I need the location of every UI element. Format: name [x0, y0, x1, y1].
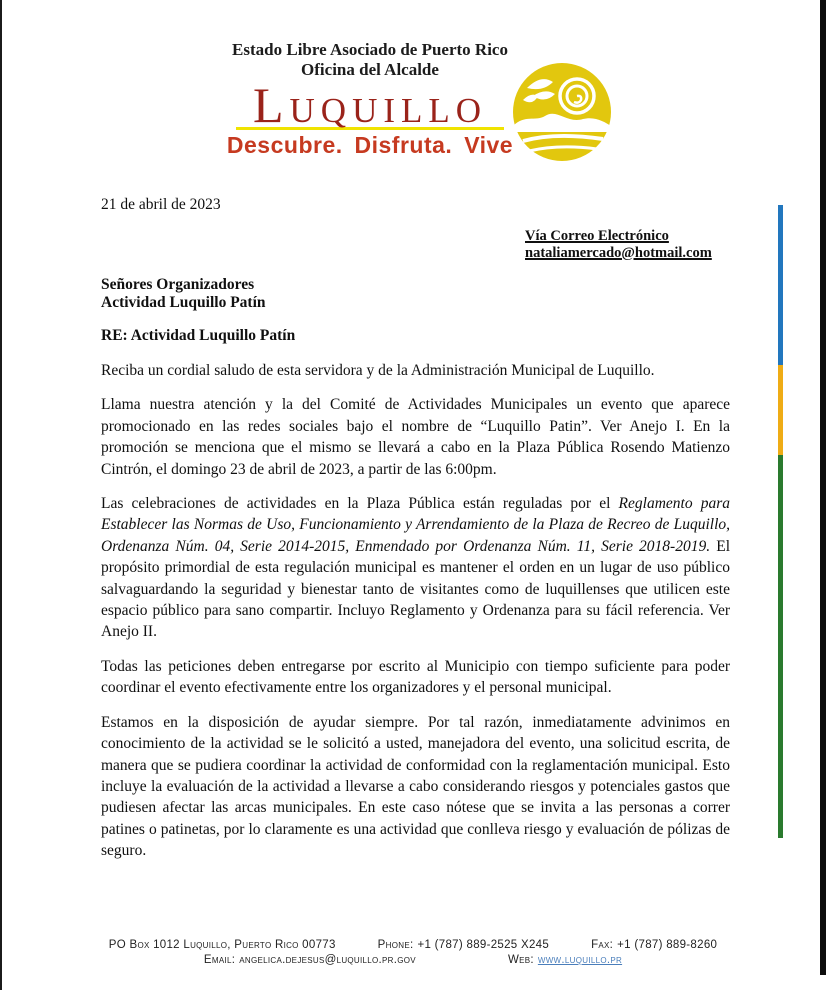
letterhead — [0, 30, 826, 170]
paragraph-regulation — [101, 493, 730, 643]
letter-body — [101, 196, 730, 875]
footer-email — [204, 953, 416, 968]
recipient-line-2: Actividad Luquillo Patín — [101, 294, 266, 311]
footer-phone — [378, 938, 549, 953]
regulation-title-italic: Reglamento para Establecer las Normas de Uso, Funcionamiento y Arrendamiento de la Plaza de Recreo de Luquillo, Ordenanza Núm. 04, Serie 2014-2015, Enmendado por Ordenanza Núm. 11, Serie 2018-2019. — [101, 495, 730, 555]
footer-web-link[interactable]: www.luquillo.pr — [537, 954, 623, 966]
footer-fax — [591, 938, 717, 953]
recipient-block — [101, 276, 730, 312]
regulation-text-before: Las celebraciones de actividades en la Plaza Pública están reguladas por el — [101, 495, 619, 513]
accent-stripe-blue — [778, 205, 783, 365]
subject-line: RE: Actividad Luquillo Patín — [101, 327, 296, 344]
footer-web-label: Web: — [507, 954, 534, 966]
paragraph-petitions: Todas las peticiones deben entregarse por escrito al Municipio con tiempo suficiente para poder coordinar el evento efectivamente entre los organizadores y el personal municipal. — [101, 657, 730, 697]
footer-web — [508, 953, 622, 968]
footer-row-2 — [0, 953, 826, 968]
recipient-line-1: Señores Organizadores — [101, 276, 255, 293]
letterhead-footer — [0, 938, 826, 968]
office-line: Oficina del Alcalde — [301, 60, 439, 79]
footer-row-1 — [0, 938, 826, 953]
delivery-method-block — [525, 228, 730, 262]
regulation-text-after: El propósito primordial de esta regulación municipal es mantener el orden en un lugar de uso público salvaguardando la seguridad y bienestar tanto de visitantes como de luquillenses que utilicen este espacio público para sano compartir. Incluyo Reglamento y Ordenanza para su fácil referencia. Ver Anejo II. — [101, 537, 730, 641]
footer-email-address: angelica.dejesus@luquillo.pr.gov — [239, 954, 416, 966]
footer-phone-number: +1 (787) 889-2525 X245 — [417, 939, 550, 951]
government-line: Estado Libre Asociado de Puerto Rico — [232, 40, 508, 59]
delivery-method: Vía Correo Electrónico — [525, 228, 669, 244]
recipient-email: nataliamercado@hotmail.com — [525, 245, 712, 261]
municipality-tagline: Descubre. Disfruta. Vive — [226, 132, 514, 158]
sun-mountain-waves-icon — [505, 62, 619, 162]
paragraph-event-notice: Llama nuestra atención y la del Comité de Actividades Municipales un evento que aparece promocionado en las redes sociales bajo el nombre de “Luquillo Patin”. Ver Anejo I. En la promoción se menciona que el mismo se llevará a cabo en la Plaza Pública Rosendo Matienzo Cintrón, el domingo 23 de abril de 2023, a partir de las 6:00pm. — [101, 396, 730, 478]
municipality-logotype: Luquillo — [252, 77, 488, 133]
footer-email-label: Email: — [203, 954, 236, 966]
paragraph-greeting: Reciba un cordial saludo de esta servidora y de la Administración Municipal de Luquillo. — [101, 362, 655, 379]
footer-phone-label: Phone: — [377, 939, 414, 951]
accent-stripe-yellow — [778, 365, 783, 455]
accent-stripe-green — [778, 455, 783, 838]
letter-date: 21 de abril de 2023 — [101, 196, 221, 213]
paragraph-risk-evaluation: Estamos en la disposición de ayudar siempre. Por tal razón, inmediatamente advinimos en conocimiento de la actividad se le solicitó a usted, manejadora del evento, una solicitud escrita, de manera que se pudiera coordinar la actividad de conformidad con la reglamentación municipal. Esto incluye la evaluación de la actividad a llevarse a cabo considerando riesgos y potenciales gastos que pudiesen afectar las arcas municipales. En este caso nótese que se invita a las personas a correr patines o patinetas, por lo claramente es una actividad que conlleva riesgo y evaluación de pólizas de seguro. — [101, 713, 730, 860]
footer-fax-label: Fax: — [591, 939, 614, 951]
footer-fax-number: +1 (787) 889-8260 — [617, 939, 718, 951]
footer-address: PO Box 1012 Luquillo, Puerto Rico 00773 — [108, 939, 336, 951]
